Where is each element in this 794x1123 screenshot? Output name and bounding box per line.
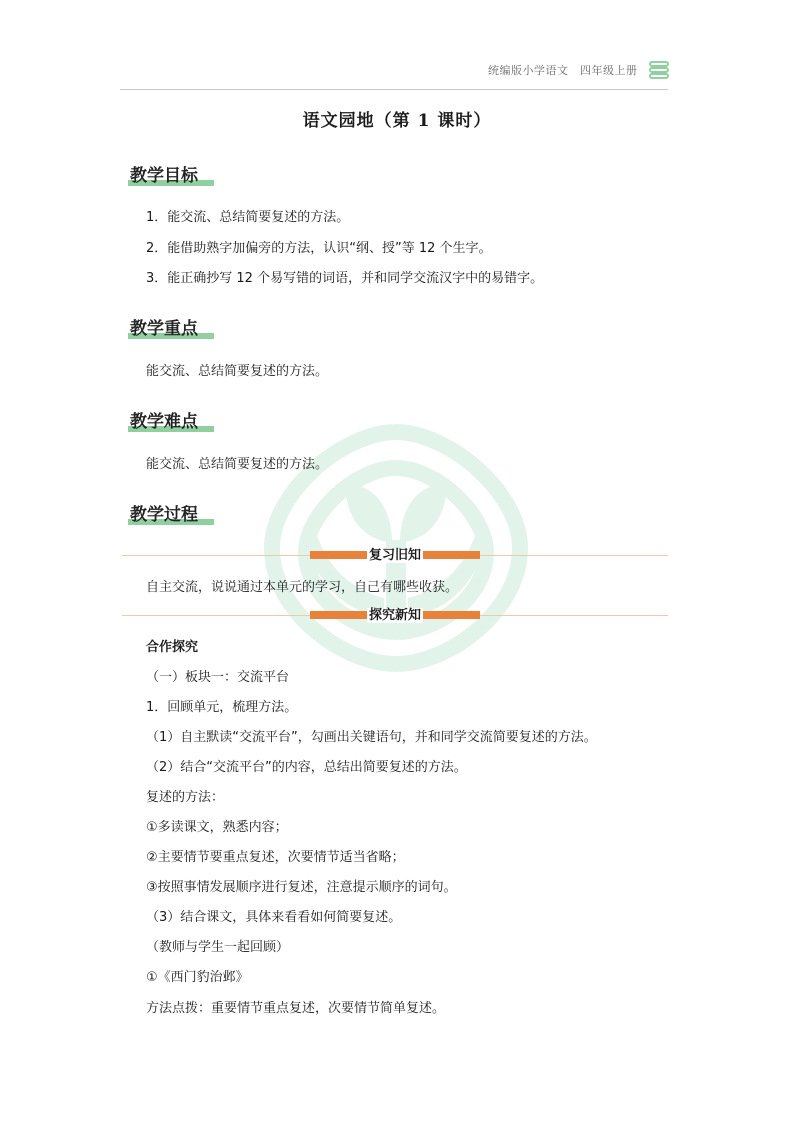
body-line: （教师与学生一起回顾） bbox=[146, 940, 290, 955]
band-title-review bbox=[310, 544, 480, 563]
section-heading-difficulty: 教学难点 bbox=[130, 412, 198, 432]
body-line: ①多读课文，熟悉内容； bbox=[146, 820, 288, 835]
goal-item: 3．能正确抄写 12 个易写错的词语，并和同学交流汉字中的易错字。 bbox=[146, 271, 544, 286]
body-line: （一）板块一：交流平台 bbox=[146, 670, 290, 685]
difficulty-text: 能交流、总结简要复述的方法。 bbox=[146, 457, 329, 472]
body-line: ②主要情节要重点复述，次要情节适当省略； bbox=[146, 850, 405, 865]
body-line: 方法点拨：重要情节重点复述，次要情节简单复述。 bbox=[146, 1001, 446, 1016]
review-text: 自主交流，说说通过本单元的学习，自己有哪些收获。 bbox=[146, 580, 459, 595]
body-line: （1）自主默读“交流平台”，勾画出关键语句，并和同学交流简要复述的方法。 bbox=[146, 730, 597, 745]
band-title-explore bbox=[310, 604, 480, 623]
body-line: 复述的方法： bbox=[146, 790, 225, 805]
body-line: 1．回顾单元，梳理方法。 bbox=[146, 700, 298, 715]
body-line: （3）结合课文，具体来看看如何简要复述。 bbox=[146, 910, 402, 925]
page-title: 语文园地（第 1 课时） bbox=[302, 111, 492, 131]
header-rule bbox=[120, 89, 668, 90]
goal-item: 1．能交流、总结简要复述的方法。 bbox=[146, 210, 350, 225]
section-heading-process: 教学过程 bbox=[130, 505, 198, 525]
goal-item: 2．能借助熟字加偏旁的方法，认识“纲、授”等 12 个生字。 bbox=[146, 241, 492, 256]
body-line: ①《西门豹治邺》 bbox=[146, 970, 249, 985]
book-stack-icon bbox=[648, 60, 670, 80]
key-point-text: 能交流、总结简要复述的方法。 bbox=[146, 364, 329, 379]
subheading: 合作探究 bbox=[146, 640, 199, 655]
body-line: ③按照事情发展顺序进行复述，注意提示顺序的词句。 bbox=[146, 880, 457, 895]
band-label-explore: 探究新知 bbox=[368, 608, 421, 623]
header-book-label: 统编版小学语文 四年级上册 bbox=[488, 64, 638, 77]
section-heading-key: 教学重点 bbox=[130, 319, 198, 339]
section-heading-goals: 教学目标 bbox=[130, 166, 198, 186]
body-line: （2）结合“交流平台”的内容，总结出简要复述的方法。 bbox=[146, 760, 467, 775]
band-label-review: 复习旧知 bbox=[368, 548, 421, 563]
